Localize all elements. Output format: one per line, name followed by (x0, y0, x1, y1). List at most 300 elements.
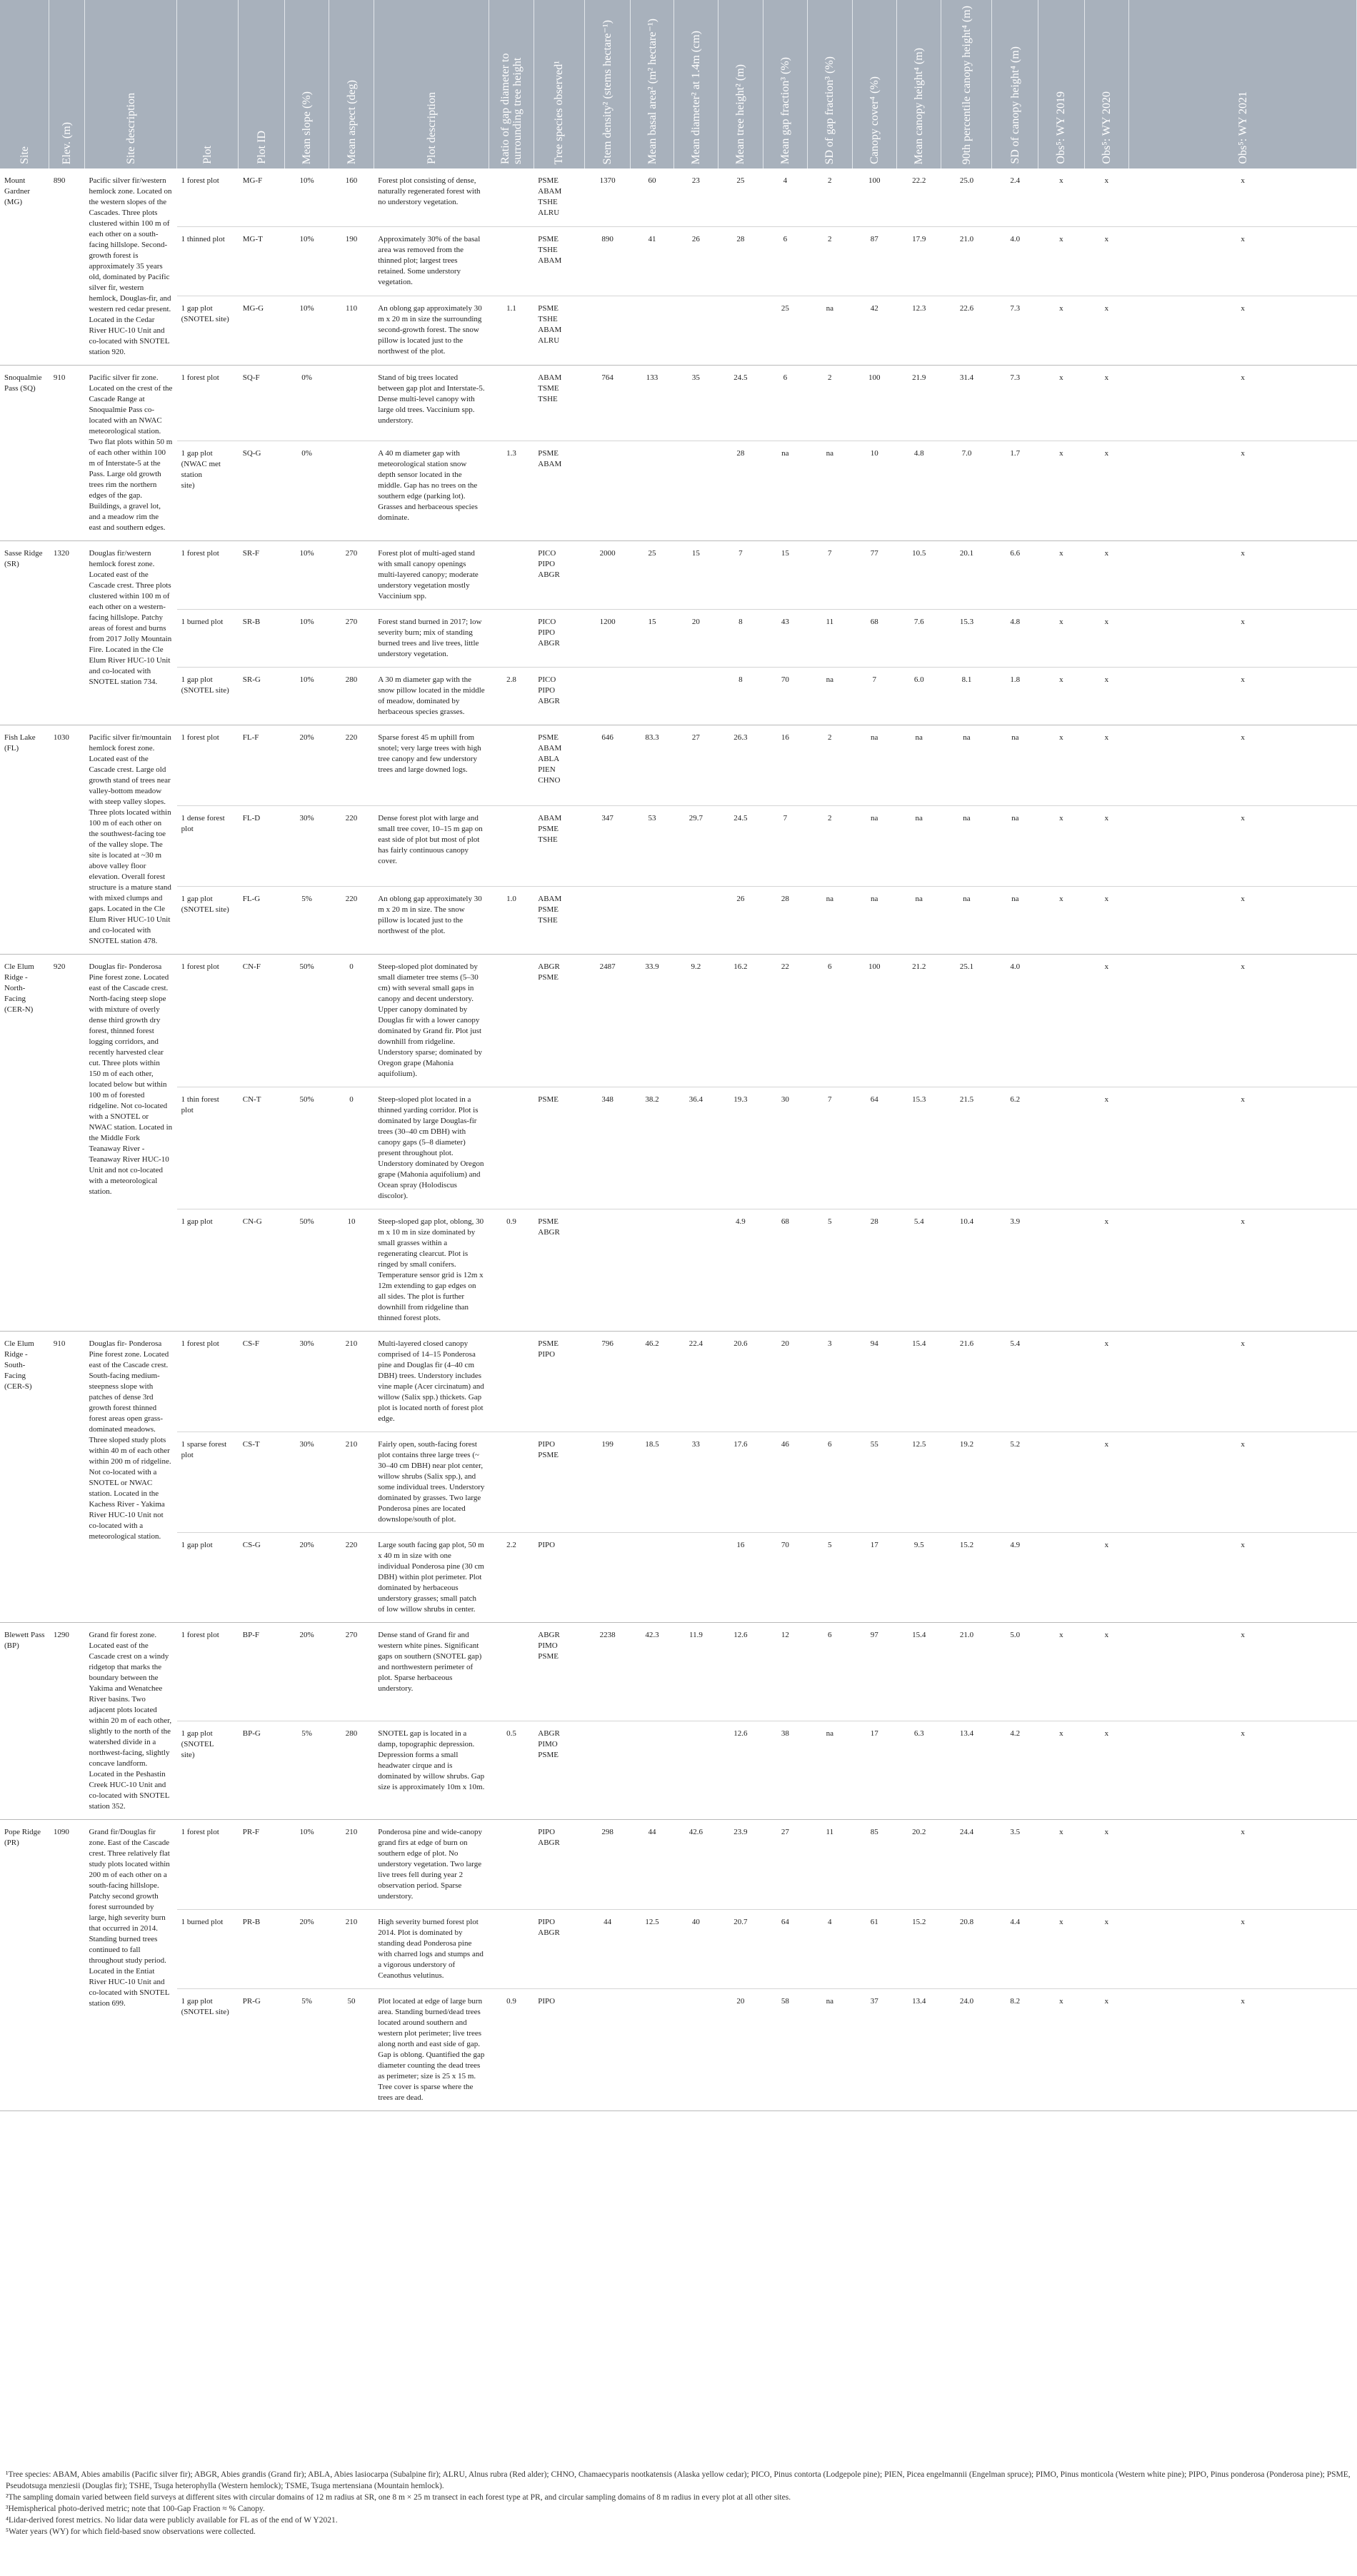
cell-id: PR-F (239, 1820, 285, 1910)
cell-o20: x (1084, 1087, 1128, 1209)
cell-pdesc: High severity burned forest plot 2014. Plot is dominated by standing dead Ponderosa pine with charred logs and stumps and a vigorous understory of Ceanothus velutinus. (374, 1910, 489, 1989)
cell-mch: 15.4 (896, 1332, 941, 1432)
cell-pdesc: Fairly open, south-facing forest plot contains three large trees (~ 30–40 cm DBH) near plot center, willow shrubs (Salix spp.), and some individual trees. Understory dominated by grasses. Two large Ponderosa pines are located downslope/south of plot. (374, 1432, 489, 1533)
cell-canopy: 17 (852, 1533, 896, 1623)
cell-ratio (489, 955, 534, 1087)
cell-ratio (489, 805, 534, 886)
cell-mch: 17.9 (896, 226, 941, 296)
cell-o21: x (1129, 1910, 1357, 1989)
cell-plot: 1 gap plot (SNOTEL site) (177, 668, 239, 725)
cell-diam (674, 441, 718, 541)
cell-height (718, 296, 763, 365)
cell-sd: 6 (808, 1623, 852, 1721)
cell-stem: 44 (584, 1910, 631, 1989)
cell-height: 26 (718, 886, 763, 954)
cell-plot: 1 forest plot (177, 541, 239, 610)
cell-slope: 20% (284, 725, 329, 806)
cell-canopy: 100 (852, 366, 896, 441)
cell-p90: na (941, 805, 992, 886)
cell-species: ABGR PIMO PSME (534, 1623, 584, 1721)
cell-o19: x (1038, 541, 1085, 610)
cell-aspect: 270 (329, 610, 374, 668)
cell-o19 (1038, 1533, 1085, 1623)
cell-p90: 22.6 (941, 296, 992, 365)
cell-p90: 24.0 (941, 1989, 992, 2111)
cell-o19 (1038, 1209, 1085, 1332)
cell-plot: 1 gap plot (SNOTEL site) (177, 296, 239, 365)
cell-height: 23.9 (718, 1820, 763, 1910)
cell-pdesc: A 30 m diameter gap with the snow pillow located in the middle of meadow, dominated by herbaceous species grasses. (374, 668, 489, 725)
cell-aspect: 220 (329, 1533, 374, 1623)
cell-sd: 11 (808, 1820, 852, 1910)
cell-basal: 53 (631, 805, 674, 886)
column-header: Canopy cover⁴ (%) (852, 0, 896, 168)
cell-gap: 28 (763, 886, 807, 954)
cell-canopy: 42 (852, 296, 896, 365)
table-header-row (0, 0, 1357, 168)
cell-species: PSME ABGR (534, 1209, 584, 1332)
cell-pdesc: Approximately 30% of the basal area was removed from the thinned plot; largest trees retained. Some understory vegetation. (374, 226, 489, 296)
cell-sd: 7 (808, 1087, 852, 1209)
cell-stem (584, 886, 631, 954)
cell-aspect: 110 (329, 296, 374, 365)
cell-sd: 5 (808, 1533, 852, 1623)
cell-diam (674, 1209, 718, 1332)
cell-o20: x (1084, 1209, 1128, 1332)
cell-id: SR-F (239, 541, 285, 610)
cell-o19: x (1038, 366, 1085, 441)
cell-ratio (489, 1332, 534, 1432)
cell-sdch: 4.9 (992, 1533, 1038, 1623)
cell-o19 (1038, 1087, 1085, 1209)
cell-o21: x (1129, 1533, 1357, 1623)
cell-basal: 12.5 (631, 1910, 674, 1989)
cell-o21: x (1129, 1721, 1357, 1820)
cell-gap: 22 (763, 955, 807, 1087)
cell-aspect: 210 (329, 1820, 374, 1910)
table-row (0, 1087, 1357, 1209)
cell-sdch: 4.8 (992, 610, 1038, 668)
cell-o19: x (1038, 805, 1085, 886)
cell-pdesc: Steep-sloped gap plot, oblong, 30 m x 10 m in size dominated by small grasses within a regenerating clearcut. Plot is ringed by small conifers. Temperature sensor grid is 12m x 12m extending to gap edges on all sides. The plot is further downhill from ridgeline than thinned forest plots. (374, 1209, 489, 1332)
site-description: Douglas fir/western hemlock forest zone. Located east of the Cascade crest. Three plots clustered within 100 m of each other on a western-facing hillslope. Patchy areas of forest and burns from 2017 Jolly Mountain Fire. Located in the Cle Elum River HUC-10 Unit and co-located with SNOTEL station 734. (84, 541, 176, 725)
cell-pdesc: Large south facing gap plot, 50 m x 40 m in size with one individual Ponderosa pine (30 cm DBH) within plot perimeter. Plot dominated by herbaceous understory grasses; small patch of low willow shrubs in center. (374, 1533, 489, 1623)
cell-id: BP-G (239, 1721, 285, 1820)
cell-o20: x (1084, 1721, 1128, 1820)
cell-sd: na (808, 296, 852, 365)
cell-basal (631, 668, 674, 725)
cell-stem: 1200 (584, 610, 631, 668)
cell-canopy: 97 (852, 1623, 896, 1721)
site-name: Sasse Ridge (SR) (0, 541, 49, 725)
cell-sdch: 7.3 (992, 296, 1038, 365)
cell-sd: na (808, 441, 852, 541)
cell-o20: x (1084, 1820, 1128, 1910)
cell-o20: x (1084, 1910, 1128, 1989)
cell-canopy: na (852, 805, 896, 886)
cell-id: SQ-F (239, 366, 285, 441)
cell-stem: 2487 (584, 955, 631, 1087)
cell-o19: x (1038, 1820, 1085, 1910)
cell-sdch: 2.4 (992, 168, 1038, 226)
cell-aspect: 0 (329, 955, 374, 1087)
cell-basal: 38.2 (631, 1087, 674, 1209)
cell-species: PSME ABAM (534, 441, 584, 541)
cell-aspect: 10 (329, 1209, 374, 1332)
cell-species: PSME PIPO (534, 1332, 584, 1432)
cell-mch: 12.3 (896, 296, 941, 365)
cell-sd: 6 (808, 1432, 852, 1533)
cell-diam (674, 296, 718, 365)
cell-ratio: 0.9 (489, 1209, 534, 1332)
cell-stem: 347 (584, 805, 631, 886)
cell-gap: 46 (763, 1432, 807, 1533)
cell-o20: x (1084, 886, 1128, 954)
cell-plot: 1 burned plot (177, 1910, 239, 1989)
cell-sd: na (808, 886, 852, 954)
column-header: SD of canopy height⁴ (m) (992, 0, 1038, 168)
cell-slope: 10% (284, 226, 329, 296)
cell-p90: 7.0 (941, 441, 992, 541)
cell-o21: x (1129, 441, 1357, 541)
cell-mch: 6.0 (896, 668, 941, 725)
cell-diam (674, 886, 718, 954)
cell-sdch: 1.7 (992, 441, 1038, 541)
cell-height: 20.6 (718, 1332, 763, 1432)
site-name: Fish Lake (FL) (0, 725, 49, 955)
cell-id: BP-F (239, 1623, 285, 1721)
cell-basal: 83.3 (631, 725, 674, 806)
column-header: Mean basal area² (m² hectare⁻¹) (631, 0, 674, 168)
cell-slope: 20% (284, 1910, 329, 1989)
cell-mch: 21.9 (896, 366, 941, 441)
column-header: Obs⁵: WY 2021 (1129, 0, 1357, 168)
cell-height: 4.9 (718, 1209, 763, 1332)
table-row (0, 1910, 1357, 1989)
cell-o19: x (1038, 610, 1085, 668)
cell-basal: 60 (631, 168, 674, 226)
table-body (0, 168, 1357, 2111)
cell-mch: 22.2 (896, 168, 941, 226)
cell-species: PSME TSHE ABAM ALRU (534, 296, 584, 365)
cell-o21: x (1129, 668, 1357, 725)
cell-plot: 1 burned plot (177, 610, 239, 668)
cell-id: FL-D (239, 805, 285, 886)
cell-species: PIPO PSME (534, 1432, 584, 1533)
cell-basal: 15 (631, 610, 674, 668)
cell-basal: 44 (631, 1820, 674, 1910)
cell-height: 12.6 (718, 1623, 763, 1721)
cell-slope: 5% (284, 1989, 329, 2111)
table-row (0, 226, 1357, 296)
site-elevation: 1030 (49, 725, 85, 955)
cell-slope: 30% (284, 1432, 329, 1533)
cell-height: 16 (718, 1533, 763, 1623)
cell-canopy: 94 (852, 1332, 896, 1432)
site-name: Mount Gardner (MG) (0, 168, 49, 366)
cell-pdesc: Plot located at edge of large burn area. Standing burned/dead trees located around southern and western plot perimeter; live trees along north and east side of gap. Gap is oblong. Quantified the gap diameter counting the dead trees as perimeter; size is 25 x 15 m. Tree cover is sparse where the trees are dead. (374, 1989, 489, 2111)
cell-o21: x (1129, 1332, 1357, 1432)
cell-basal (631, 1721, 674, 1820)
cell-sdch: 3.9 (992, 1209, 1038, 1332)
site-elevation: 890 (49, 168, 85, 366)
site-name: Cle Elum Ridge - North-Facing (CER-N) (0, 955, 49, 1332)
cell-stem: 2238 (584, 1623, 631, 1721)
cell-mch: na (896, 725, 941, 806)
cell-height: 28 (718, 441, 763, 541)
cell-sd: 3 (808, 1332, 852, 1432)
cell-plot: 1 sparse forest plot (177, 1432, 239, 1533)
cell-sdch: 8.2 (992, 1989, 1038, 2111)
column-header: Mean aspect (deg) (329, 0, 374, 168)
cell-o20: x (1084, 226, 1128, 296)
cell-stem (584, 1989, 631, 2111)
cell-species: PIPO (534, 1533, 584, 1623)
cell-ratio (489, 1623, 534, 1721)
cell-gap: 70 (763, 668, 807, 725)
cell-gap: 70 (763, 1533, 807, 1623)
cell-canopy: 85 (852, 1820, 896, 1910)
cell-o21: x (1129, 1209, 1357, 1332)
cell-sd: 2 (808, 805, 852, 886)
cell-p90: 21.0 (941, 226, 992, 296)
cell-height: 8 (718, 668, 763, 725)
cell-species: ABAM PSME TSHE (534, 805, 584, 886)
site-name: Cle Elum Ridge - South-Facing (CER-S) (0, 1332, 49, 1623)
cell-diam: 9.2 (674, 955, 718, 1087)
site-elevation: 920 (49, 955, 85, 1332)
cell-p90: na (941, 886, 992, 954)
cell-aspect: 210 (329, 1332, 374, 1432)
cell-diam: 23 (674, 168, 718, 226)
column-header: Obs⁵: WY 2020 (1084, 0, 1128, 168)
cell-aspect (329, 441, 374, 541)
cell-sd: 6 (808, 955, 852, 1087)
cell-pdesc: Steep-sloped plot located in a thinned yarding corridor. Plot is dominated by large Douglas-fir trees (30–40 cm DBH) with canopy gaps (5–8 diameter) present throughout plot. Understory dominated by Oregon grape (Mahonia aquifolium) and Ocean spray (Holodiscus discolor). (374, 1087, 489, 1209)
cell-diam: 40 (674, 1910, 718, 1989)
cell-id: MG-G (239, 296, 285, 365)
cell-species: PSME TSHE ABAM (534, 226, 584, 296)
cell-species: PIPO ABGR (534, 1910, 584, 1989)
cell-ratio (489, 366, 534, 441)
cell-id: CN-T (239, 1087, 285, 1209)
cell-plot: 1 forest plot (177, 366, 239, 441)
cell-o19 (1038, 1332, 1085, 1432)
cell-o19: x (1038, 1623, 1085, 1721)
cell-basal (631, 1209, 674, 1332)
cell-sdch: 3.5 (992, 1820, 1038, 1910)
cell-diam (674, 668, 718, 725)
footnote: ⁵Water years (WY) for which field-based snow observations were collected. (6, 2527, 256, 2536)
cell-o20: x (1084, 168, 1128, 226)
cell-diam: 22.4 (674, 1332, 718, 1432)
cell-id: CS-F (239, 1332, 285, 1432)
cell-pdesc: SNOTEL gap is located in a damp, topographic depression. Depression forms a small headwater cirque and is dominated by willow shrubs. Gap size is approximately 10m x 10m. (374, 1721, 489, 1820)
cell-p90: na (941, 725, 992, 806)
cell-sd: 11 (808, 610, 852, 668)
cell-o19: x (1038, 296, 1085, 365)
cell-o20: x (1084, 725, 1128, 806)
cell-sdch: na (992, 886, 1038, 954)
column-header: Plot (177, 0, 239, 168)
cell-o21: x (1129, 955, 1357, 1087)
cell-height: 24.5 (718, 366, 763, 441)
cell-mch: na (896, 805, 941, 886)
table-row (0, 1432, 1357, 1533)
site-name: Pope Ridge (PR) (0, 1820, 49, 2111)
cell-aspect: 270 (329, 1623, 374, 1721)
cell-height: 20 (718, 1989, 763, 2111)
cell-diam: 42.6 (674, 1820, 718, 1910)
cell-ratio (489, 1432, 534, 1533)
cell-stem: 1370 (584, 168, 631, 226)
cell-pdesc: Ponderosa pine and wide-canopy grand firs at edge of burn on southern edge of plot. No understory vegetation. Two large live trees fell during year 2 observation period. Sparse understory. (374, 1820, 489, 1910)
table-row (0, 955, 1357, 1087)
table-row (0, 1989, 1357, 2111)
cell-sd: 4 (808, 1910, 852, 1989)
cell-sd: 7 (808, 541, 852, 610)
table-row (0, 805, 1357, 886)
cell-mch: 6.3 (896, 1721, 941, 1820)
cell-id: PR-B (239, 1910, 285, 1989)
table-footnotes (6, 2469, 1351, 2537)
cell-mch: na (896, 886, 941, 954)
cell-stem: 646 (584, 725, 631, 806)
cell-ratio: 2.8 (489, 668, 534, 725)
cell-canopy: 68 (852, 610, 896, 668)
cell-aspect: 190 (329, 226, 374, 296)
cell-slope: 50% (284, 1209, 329, 1332)
cell-id: CN-G (239, 1209, 285, 1332)
cell-mch: 15.2 (896, 1910, 941, 1989)
cell-plot: 1 gap plot (SNOTEL site) (177, 1721, 239, 1820)
cell-slope: 5% (284, 1721, 329, 1820)
cell-o21: x (1129, 541, 1357, 610)
cell-species: PICO PIPO ABGR (534, 610, 584, 668)
cell-stem: 796 (584, 1332, 631, 1432)
cell-sdch: 5.2 (992, 1432, 1038, 1533)
cell-gap: na (763, 441, 807, 541)
cell-ratio (489, 725, 534, 806)
cell-slope: 20% (284, 1623, 329, 1721)
cell-o21: x (1129, 1087, 1357, 1209)
column-header: SD of gap fraction³ (%) (808, 0, 852, 168)
table-row (0, 668, 1357, 725)
cell-plot: 1 forest plot (177, 168, 239, 226)
cell-o21: x (1129, 168, 1357, 226)
cell-mch: 12.5 (896, 1432, 941, 1533)
site-description: Pacific silver fir/mountain hemlock forest zone. Located east of the Cascade crest. Large old growth stand of trees near valley-bottom meadow with steep valley slopes. Three plots located within 100 m of each other on the southwest-facing toe of the valley slope. The site is located at ~30 m above valley floor elevation. Overall forest structure is a mature stand with mixed clumps and gaps. Located in the Cle Elum River HUC-10 Unit and co-located with SNOTEL station 478. (84, 725, 176, 955)
cell-stem: 2000 (584, 541, 631, 610)
cell-aspect: 160 (329, 168, 374, 226)
cell-basal: 133 (631, 366, 674, 441)
table-row (0, 1209, 1357, 1332)
cell-canopy: 61 (852, 1910, 896, 1989)
column-header: Mean tree height² (m) (718, 0, 763, 168)
cell-height: 26.3 (718, 725, 763, 806)
cell-p90: 13.4 (941, 1721, 992, 1820)
footnote: ³Hemispherical photo-derived metric; note that 100-Gap Fraction ≈ % Canopy. (6, 2505, 265, 2513)
cell-ratio (489, 168, 534, 226)
cell-p90: 15.3 (941, 610, 992, 668)
cell-plot: 1 gap plot (177, 1209, 239, 1332)
cell-species: ABGR PIMO PSME (534, 1721, 584, 1820)
cell-height: 20.7 (718, 1910, 763, 1989)
cell-p90: 20.8 (941, 1910, 992, 1989)
cell-gap: 16 (763, 725, 807, 806)
cell-canopy: 37 (852, 1989, 896, 2111)
cell-ratio: 0.5 (489, 1721, 534, 1820)
cell-o19: x (1038, 226, 1085, 296)
cell-aspect: 210 (329, 1910, 374, 1989)
cell-plot: 1 forest plot (177, 1623, 239, 1721)
cell-ratio (489, 1087, 534, 1209)
cell-ratio (489, 1820, 534, 1910)
cell-basal (631, 441, 674, 541)
cell-o21: x (1129, 226, 1357, 296)
cell-aspect: 280 (329, 1721, 374, 1820)
cell-plot: 1 thin forest plot (177, 1087, 239, 1209)
cell-sdch: na (992, 725, 1038, 806)
cell-aspect: 210 (329, 1432, 374, 1533)
cell-stem (584, 1721, 631, 1820)
cell-slope: 20% (284, 1533, 329, 1623)
cell-diam: 20 (674, 610, 718, 668)
cell-o20: x (1084, 441, 1128, 541)
cell-id: SR-G (239, 668, 285, 725)
cell-diam: 33 (674, 1432, 718, 1533)
cell-p90: 19.2 (941, 1432, 992, 1533)
cell-o20: x (1084, 610, 1128, 668)
cell-p90: 8.1 (941, 668, 992, 725)
cell-canopy: 28 (852, 1209, 896, 1332)
cell-height: 7 (718, 541, 763, 610)
cell-gap: 68 (763, 1209, 807, 1332)
cell-height: 24.5 (718, 805, 763, 886)
column-header: Tree species observed¹ (534, 0, 584, 168)
cell-sdch: 4.4 (992, 1910, 1038, 1989)
cell-id: CN-F (239, 955, 285, 1087)
column-header: 90th percentile canopy height⁴ (m) (941, 0, 992, 168)
cell-diam: 26 (674, 226, 718, 296)
cell-o21: x (1129, 1623, 1357, 1721)
site-description: Pacific silver fir zone. Located on the crest of the Cascade Range at Snoqualmie Pass co-located with an NWAC meteorological station. Two flat plots within 50 m of each other within 100 m of Interstate-5 at the Pass. Large old growth trees rim the northern edges of the gap. Buildings, a gravel lot, and a meadow rim the east and southern edges. (84, 366, 176, 541)
cell-species: ABAM TSME TSHE (534, 366, 584, 441)
cell-gap: 20 (763, 1332, 807, 1432)
cell-ratio: 1.3 (489, 441, 534, 541)
cell-diam: 11.9 (674, 1623, 718, 1721)
cell-slope: 5% (284, 886, 329, 954)
footnote: ²The sampling domain varied between field surveys at different sites with circular domains of 12 m radius at SR, one 8 m × 25 m transect in each forest type at PR, and circular sampling domains of 8 m radius in every plot at all other sites. (6, 2493, 791, 2502)
cell-stem (584, 441, 631, 541)
cell-stem: 764 (584, 366, 631, 441)
cell-sdch: 4.0 (992, 955, 1038, 1087)
cell-canopy: 77 (852, 541, 896, 610)
cell-stem: 890 (584, 226, 631, 296)
table-row (0, 1623, 1357, 1721)
cell-aspect: 270 (329, 541, 374, 610)
cell-p90: 21.0 (941, 1623, 992, 1721)
cell-slope: 50% (284, 955, 329, 1087)
cell-diam (674, 1721, 718, 1820)
cell-o21: x (1129, 1820, 1357, 1910)
cell-basal: 18.5 (631, 1432, 674, 1533)
column-header: Mean slope (%) (284, 0, 329, 168)
cell-mch: 5.4 (896, 1209, 941, 1332)
cell-height: 28 (718, 226, 763, 296)
site-description: Grand fir/Douglas fir zone. East of the Cascade crest. Three relatively flat study plots located within 200 m of each other on a south-facing hillslope. Patchy second growth forest surrounded by large, high severity burn that occurred in 2014. Standing burned trees continued to fall throughout study period. Located in the Entiat River HUC-10 Unit and co-located with SNOTEL station 699. (84, 1820, 176, 2111)
table-row (0, 1533, 1357, 1623)
